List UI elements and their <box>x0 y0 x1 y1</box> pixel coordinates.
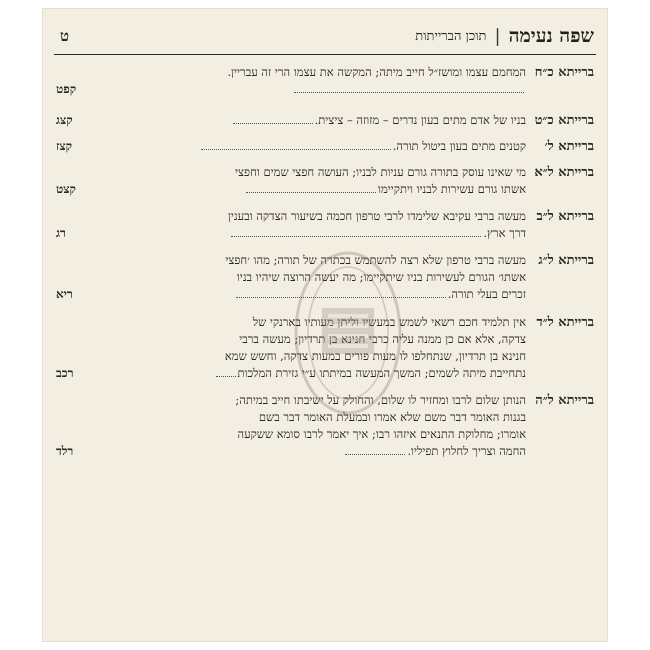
entry-line: המחמם עצמו ומושז״ל חייב מיתה; המקשה את עצמו הרי זה עבריין. <box>227 65 526 79</box>
entry-content <box>92 252 526 303</box>
toc-entry[interactable] <box>42 64 608 104</box>
entry-content <box>92 392 526 460</box>
baraita-label: ברייתא ל״ג <box>538 253 594 268</box>
baraita-label: ברייתא ל״ד <box>536 315 594 330</box>
entry-content <box>92 112 526 129</box>
baraita-label: ברייתא ל״ב <box>536 209 594 224</box>
entry-line: הנותן שלום לרבו ומחזיר לו שלום, והחולק על ישיבתו חייב במיתה; <box>235 393 526 407</box>
page-reference: רכב <box>56 366 74 380</box>
entry-line: החמה וצריך לחלוץ תפיליו. <box>92 443 526 460</box>
book-title: שפה נעימה <box>508 24 594 47</box>
entry-line: מי שאינו עוסק בתורה גורם עניות לבניו; העושה חפצי שמים וחפצי <box>235 165 526 179</box>
entry-line: אשתו׳ הגורם לעשירות בניו שיתקיימו; מה יעשה הרוצה שיהיו בניו <box>236 270 526 284</box>
baraita-label: ברייתא ל״ה <box>535 393 594 408</box>
page-reference: קצז <box>56 139 73 153</box>
entry-line: בגנות האומר דבר משם שלא אמרו ובמעלת האומר דבר בשם <box>258 410 526 424</box>
entry-line: נתחייבת מיתה לשמים; המשך המעשה במיתתו ע״י גזירת המלכות <box>92 365 526 382</box>
page-header <box>56 22 594 50</box>
baraita-label: ברייתא כ״ח <box>534 65 594 80</box>
entry-line: חנינא בן תרדיון, שנתחלפו לו מעות פורים במעות צדקה, וחשש שמא <box>224 349 526 363</box>
entry-line: אשתו גורם עשירות לבניו ויתקיימו <box>92 181 526 198</box>
entry-line: בניו של אדם מתים בעון נדרים – מזוזה – ציצית. <box>92 112 526 129</box>
header-titles <box>415 25 594 48</box>
page-reference: קצט <box>56 182 76 196</box>
entry-content <box>92 138 526 155</box>
entry-line: מעשה ברבי טרפון שלא רצה להשתמש בכתרה של תורה; מהו ׳חפצי <box>225 253 526 267</box>
entry-line: מעשה ברבי עקיבא שלימדו לרבי טרפון חכמה בשיעור הצדקה ובענין <box>227 209 526 223</box>
baraita-label: ברייתא ל׳ <box>544 139 594 154</box>
entry-line-leader <box>92 81 526 98</box>
page-letter: ט <box>60 26 70 45</box>
header-separator: | <box>494 25 501 47</box>
header-rule <box>54 54 596 55</box>
entry-line: דרך ארץ. <box>92 225 526 242</box>
entry-line: זכרים בעלי תורה. <box>92 286 526 303</box>
entry-line: אומרו; מחלוקת התנאים איזהו רבו; איך יאמר לרבו סומא ששקעה <box>237 427 526 441</box>
entry-content <box>92 208 526 242</box>
page-reference: רלד <box>56 444 74 458</box>
entry-line: קטנים מתים בעון ביטול תורה. <box>92 138 526 155</box>
entry-line: אין תלמיד חכם רשאי לשמש במעשיו וליתן מעותיו בארנקי של <box>252 315 526 329</box>
entry-line: צדקה, אלא אם כן ממנה עליה כרבי חנינא בן תרדיון; מעשה ברבי <box>239 332 526 346</box>
baraita-label: ברייתא ל״א <box>534 165 594 180</box>
entry-content <box>92 64 526 98</box>
entry-content <box>92 164 526 198</box>
page-reference: רג <box>56 226 66 240</box>
page-reference: קפט <box>56 82 77 96</box>
page-reference: ריא <box>56 287 73 301</box>
page-reference: קצג <box>56 113 73 127</box>
section-title: תוכן הברייתות <box>415 29 487 44</box>
entry-content <box>92 314 526 382</box>
book-page <box>42 8 608 642</box>
baraita-label: ברייתא כ״ט <box>534 113 594 128</box>
